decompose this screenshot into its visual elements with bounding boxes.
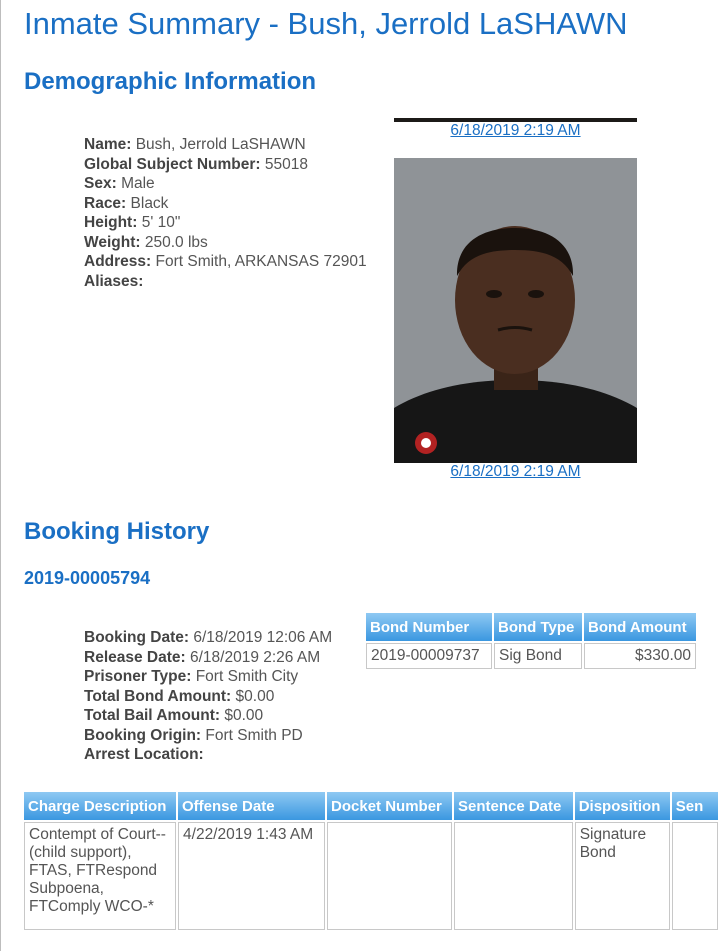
release-date-row <box>84 648 332 668</box>
disposition-cell: Signature Bond <box>575 822 670 930</box>
booking-origin-row <box>84 726 332 746</box>
offense-date-cell: 4/22/2019 1:43 AM <box>178 822 325 930</box>
top-photo-date-link[interactable]: 6/18/2019 2:19 AM <box>450 122 581 139</box>
bond-amount-cell: $330.00 <box>584 643 696 669</box>
sentence-cell <box>672 822 718 930</box>
demographic-info <box>84 135 367 291</box>
charge-description-cell: Contempt of Court--(child support), FTAS, FTRespond Subpoena, FTComply WCO-* <box>24 822 176 930</box>
total-bail-value: $0.00 <box>224 707 264 724</box>
release-date-label: Release Date: <box>84 648 186 666</box>
bond-table-header-row <box>366 613 696 641</box>
bond-number-header: Bond Number <box>366 613 492 641</box>
aliases-row <box>84 272 367 292</box>
demographic-heading: Demographic Information <box>24 68 317 95</box>
height-label: Height: <box>84 214 138 231</box>
gsn-value: 55018 <box>264 155 308 173</box>
bond-number-cell: 2019-00009737 <box>366 643 492 669</box>
booking-history-heading: Booking History <box>24 518 210 545</box>
prisoner-type-row <box>84 667 332 687</box>
charge-description-header: Charge Description <box>24 792 176 820</box>
page-title: Inmate Summary - Bush, Jerrold LaSHAWN <box>24 6 628 41</box>
sentence-date-header: Sentence Date <box>454 792 573 820</box>
person-silhouette <box>394 158 637 463</box>
name-row <box>84 135 367 155</box>
address-label: Address: <box>84 253 152 270</box>
docket-number-cell <box>327 822 452 930</box>
total-bond-row <box>84 687 332 707</box>
bond-amount-header: Bond Amount <box>584 613 696 641</box>
charge-table-header-row <box>24 792 718 820</box>
release-date-value: 6/18/2019 2:26 AM <box>189 648 321 666</box>
gsn-row <box>84 155 367 175</box>
booking-date-label: Booking Date: <box>84 629 190 646</box>
left-border-line <box>0 0 1 951</box>
sex-row <box>84 174 367 194</box>
race-label: Race: <box>84 194 127 212</box>
charge-table <box>22 790 720 932</box>
sex-value: Male <box>121 175 155 192</box>
race-value: Black <box>130 194 169 212</box>
total-bail-row <box>84 706 332 726</box>
prisoner-type-value: Fort Smith City <box>195 668 299 685</box>
disposition-header: Disposition <box>575 792 670 820</box>
main-photo-date-link[interactable]: 6/18/2019 2:19 AM <box>450 463 581 480</box>
race-row <box>84 194 367 214</box>
weight-label: Weight: <box>84 233 141 251</box>
booking-origin-label: Booking Origin: <box>84 726 202 744</box>
height-value: 5' 10" <box>141 214 181 231</box>
bond-table <box>364 611 698 671</box>
offense-date-header: Offense Date <box>178 792 325 820</box>
booking-info <box>84 628 332 765</box>
sentence-date-cell <box>454 822 573 930</box>
booking-date-row <box>84 628 332 648</box>
address-row <box>84 252 367 272</box>
total-bond-value: $0.00 <box>235 687 275 705</box>
weight-value: 250.0 lbs <box>144 233 208 251</box>
aliases-label: Aliases: <box>84 272 144 290</box>
total-bond-label: Total Bond Amount: <box>84 687 232 705</box>
bond-type-cell: Sig Bond <box>494 643 582 669</box>
arrest-location-row <box>84 745 332 765</box>
table-row <box>366 643 696 669</box>
total-bail-label: Total Bail Amount: <box>84 707 221 724</box>
height-row <box>84 213 367 233</box>
sex-label: Sex: <box>84 175 117 192</box>
address-value: Fort Smith, ARKANSAS 72901 <box>155 253 367 270</box>
weight-row <box>84 233 367 253</box>
booking-photo[interactable] <box>394 158 637 463</box>
docket-number-header: Docket Number <box>327 792 452 820</box>
table-row <box>24 822 718 930</box>
booking-origin-value: Fort Smith PD <box>205 726 303 744</box>
name-value: Bush, Jerrold LaSHAWN <box>135 136 306 153</box>
prisoner-type-label: Prisoner Type: <box>84 668 192 685</box>
sentence-header: Sen <box>672 792 718 820</box>
booking-date-value: 6/18/2019 12:06 AM <box>193 629 333 646</box>
bond-type-header: Bond Type <box>494 613 582 641</box>
gsn-label: Global Subject Number: <box>84 155 261 173</box>
booking-number: 2019-00005794 <box>24 568 151 588</box>
arrest-location-label: Arrest Location: <box>84 746 204 763</box>
name-label: Name: <box>84 136 132 153</box>
